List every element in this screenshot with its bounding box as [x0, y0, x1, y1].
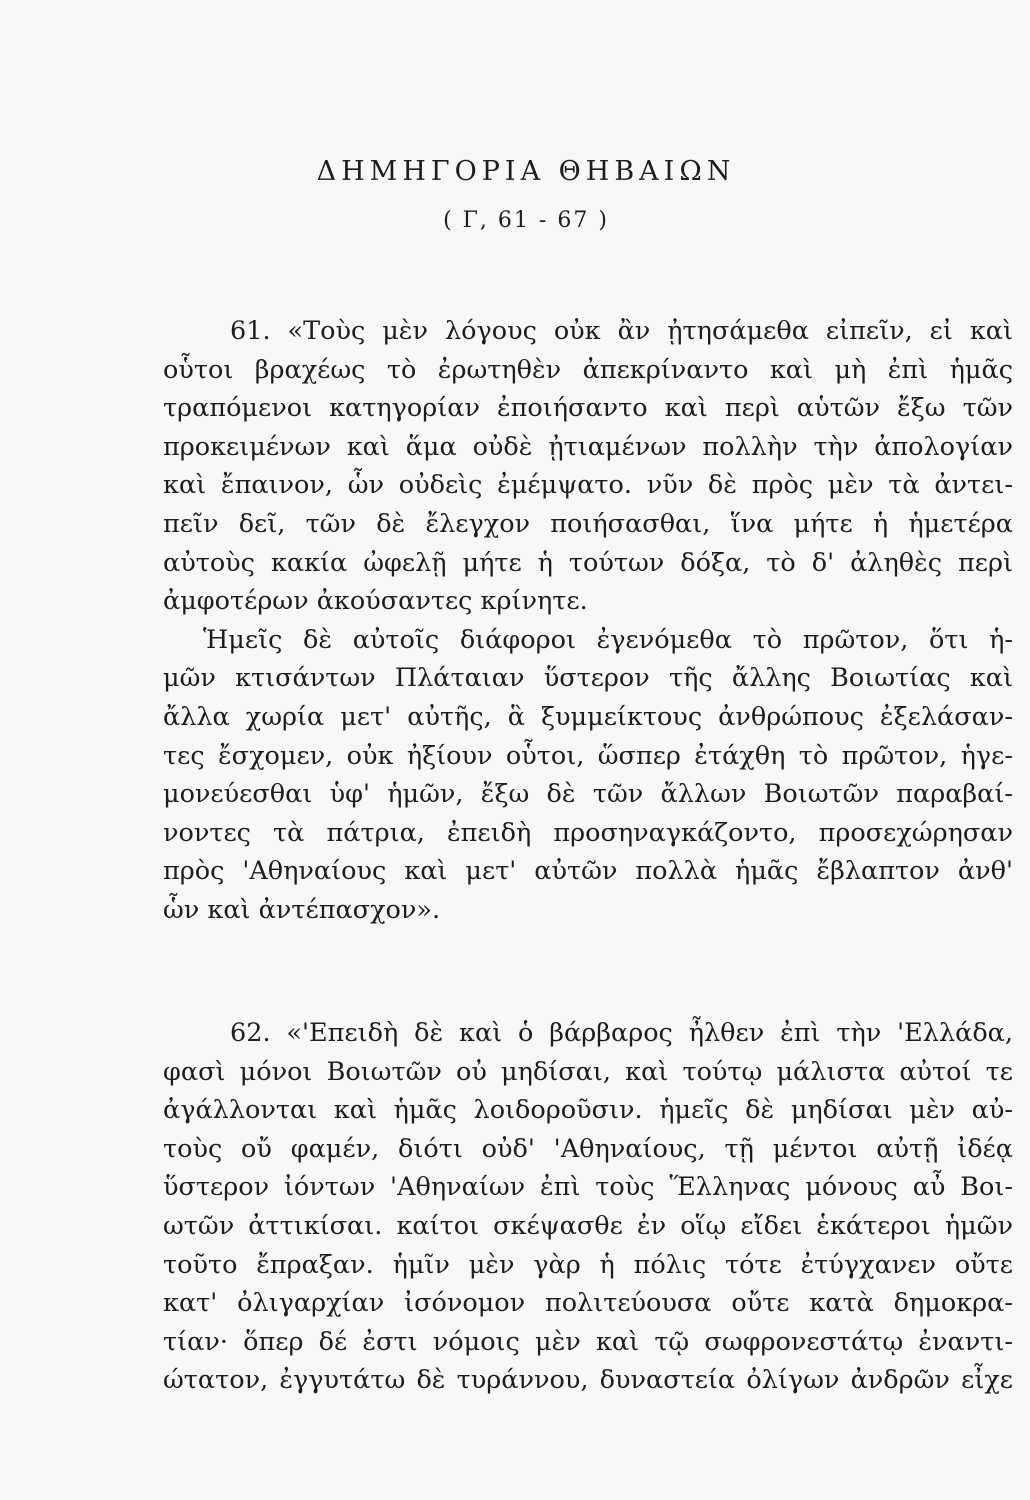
text-line: Ἡμεῖς δὲ αὐτοῖς διάφοροι ἐγενόμεθα τὸ πρῶτον, ὅτι ἡ- — [203, 624, 1013, 655]
section-62 — [163, 1014, 1013, 1400]
text-line: ὧν καὶ ἀντέπασχον». — [163, 894, 441, 925]
text-line: τοὺς οὔ φαμέν, διότι οὐδ' 'Αθηναίους, τῇ μέντοι αὐτῇ ἰδέᾳ — [163, 1133, 1013, 1164]
text-line: φασὶ μόνοι Βοιωτῶν οὐ μηδίσαι, καὶ τούτῳ μάλιστα αὐτοί τε — [163, 1056, 1013, 1087]
text-line: νοντες τὰ πάτρια, ἐπειδὴ προσηναγκάζοντο, προσεχώρησαν — [163, 817, 1013, 848]
text-line: ωτῶν ἀττικίσαι. καίτοι σκέψασθε ἐν οἵῳ εἴδει ἑκάτεροι ἡμῶν — [163, 1210, 1013, 1241]
text-line: αὐτοὺς κακία ὠφελῇ μήτε ἡ τούτων δόξα, τὸ δ' ἀληθὲς περὶ — [163, 547, 1013, 578]
text-line: τες ἔσχομεν, οὐκ ἠξίουν οὗτοι, ὥσπερ ἐτάχθη τὸ πρῶτον, ἡγε- — [163, 740, 1013, 771]
text-line: 62. «'Επειδὴ δὲ καὶ ὁ βάρβαρος ἦλθεν ἐπὶ τὴν 'Ελλάδα, — [230, 1018, 1013, 1048]
text-line: μονεύεσθαι ὑφ' ἡμῶν, ἔξω δὲ τῶν ἄλλων Βοιωτῶν παραβαί- — [163, 779, 1013, 810]
text-line: ἀγάλλονται καὶ ἡμᾶς λοιδοροῦσιν. ἡμεῖς δὲ μηδίσαι μὲν αὐ- — [163, 1095, 1013, 1126]
text-line: πρὸς 'Αθηναίους καὶ μετ' αὐτῶν πολλὰ ἡμᾶς ἔβλαπτον ἀνθ' — [163, 856, 1013, 887]
text-line: ώτατον, ἐγγυτάτω δὲ τυράννου, δυναστεία ὀλίγων ἀνδρῶν εἶχε — [163, 1365, 1013, 1396]
text-line: τραπόμενοι κατηγορίαν ἐποιήσαντο καὶ περὶ αὑτῶν ἔξω τῶν — [163, 393, 1013, 424]
text-line: ὕστερον ἰόντων 'Αθηναίων ἐπὶ τοὺς Ἕλληνας μόνους αὖ Βοι- — [163, 1172, 1013, 1203]
text-line: τίαν· ὅπερ δέ ἐστι νόμοις μὲν καὶ τῷ σωφρονεστάτῳ ἐναντι- — [163, 1326, 1013, 1357]
text-line: ἀμφοτέρων ἀκούσαντες κρίνητε. — [163, 586, 588, 617]
text-line: μῶν κτισάντων Πλάταιαν ὕστερον τῆς ἄλλης Βοιωτίας καὶ — [163, 663, 1013, 694]
text-line: τοῦτο ἔπραξαν. ἡμῖν μὲν γὰρ ἡ πόλις τότε ἐτύγχανεν οὔτε — [163, 1249, 1013, 1280]
text-line: ἄλλα χωρία μετ' αὐτῆς, ἃ ξυμμείκτους ἀνθρώπους ἐξελάσαν- — [163, 701, 1013, 732]
text-line: προκειμένων καὶ ἅμα οὐδὲ ᾐτιαμένων πολλὴν τὴν ἀπολογίαν — [163, 431, 1013, 462]
text-line: κατ' ὀλιγαρχίαν ἰσόνομον πολιτεύουσα οὔτε κατὰ δημοκρα- — [163, 1288, 1013, 1319]
text-line: οὗτοι βραχέως τὸ ἐρωτηθὲν ἀπεκρίναντο καὶ μὴ ἐπὶ ἡμᾶς — [163, 354, 1013, 385]
text-line: καὶ ἔπαινον, ὧν οὐδεὶς ἐμέμψατο. νῦν δὲ πρὸς μὲν τὰ ἀντει- — [163, 470, 1013, 501]
text-line: 61. «Τοὺς μὲν λόγους οὐκ ἂν ᾐτησάμεθα εἰπεῖν, εἰ καὶ — [230, 316, 1013, 346]
page-subtitle: ( Γ, 61 - 67 ) — [443, 208, 609, 233]
section-61 — [163, 312, 1013, 930]
page-title: ΔΗΜΗΓΟΡΙΑ ΘΗΒΑΙΩΝ — [316, 156, 736, 187]
text-line: πεῖν δεῖ, τῶν δὲ ἔλεγχον ποιήσασθαι, ἵνα μήτε ἡ ἡμετέρα — [163, 508, 1013, 539]
